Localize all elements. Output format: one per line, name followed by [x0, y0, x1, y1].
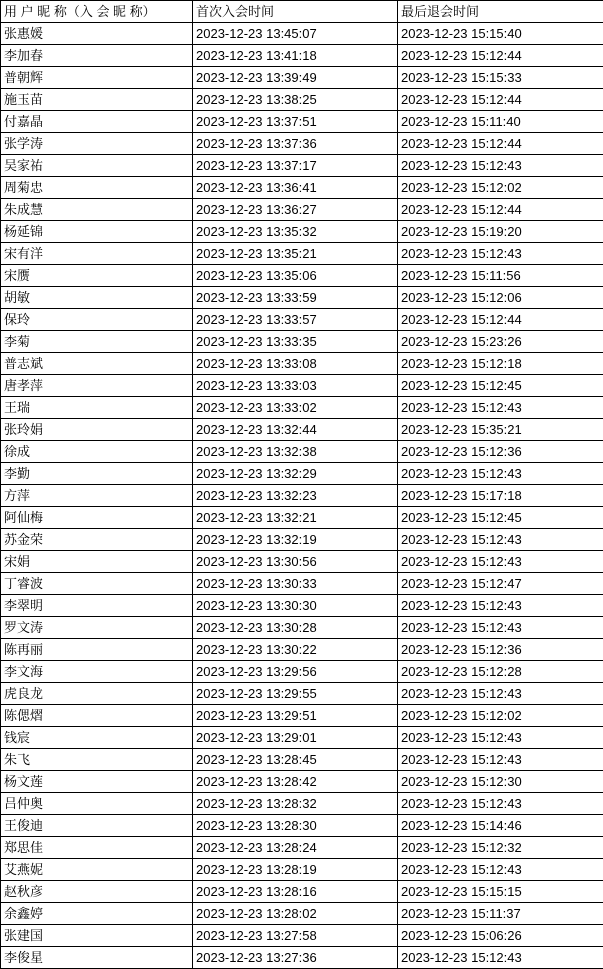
- cell-nickname: 付嘉晶: [1, 111, 193, 133]
- cell-last-leave-time: 2023-12-23 15:12:43: [398, 947, 603, 969]
- cell-nickname: 保玲: [1, 309, 193, 331]
- cell-nickname: 张惠媛: [1, 23, 193, 45]
- cell-nickname: 钱宸: [1, 727, 193, 749]
- table-row: [1, 815, 603, 837]
- table-row: [1, 705, 603, 727]
- cell-last-leave-time: 2023-12-23 15:23:26: [398, 331, 603, 353]
- cell-first-join-time: 2023-12-23 13:37:51: [193, 111, 398, 133]
- table-row: [1, 133, 603, 155]
- cell-last-leave-time: 2023-12-23 15:12:02: [398, 705, 603, 727]
- table-row: [1, 265, 603, 287]
- cell-last-leave-time: 2023-12-23 15:12:44: [398, 309, 603, 331]
- cell-last-leave-time: 2023-12-23 15:12:44: [398, 133, 603, 155]
- cell-first-join-time: 2023-12-23 13:37:36: [193, 133, 398, 155]
- table-row: [1, 661, 603, 683]
- cell-last-leave-time: 2023-12-23 15:11:56: [398, 265, 603, 287]
- cell-last-leave-time: 2023-12-23 15:12:43: [398, 155, 603, 177]
- cell-nickname: 陈再丽: [1, 639, 193, 661]
- table-row: [1, 485, 603, 507]
- cell-first-join-time: 2023-12-23 13:30:33: [193, 573, 398, 595]
- cell-last-leave-time: 2023-12-23 15:11:37: [398, 903, 603, 925]
- cell-first-join-time: 2023-12-23 13:28:45: [193, 749, 398, 771]
- table-row: [1, 639, 603, 661]
- cell-first-join-time: 2023-12-23 13:28:32: [193, 793, 398, 815]
- cell-nickname: 普志斌: [1, 353, 193, 375]
- cell-first-join-time: 2023-12-23 13:32:44: [193, 419, 398, 441]
- cell-first-join-time: 2023-12-23 13:32:29: [193, 463, 398, 485]
- table-header: [1, 1, 603, 23]
- cell-last-leave-time: 2023-12-23 15:15:40: [398, 23, 603, 45]
- table-row: [1, 419, 603, 441]
- table-row: [1, 331, 603, 353]
- cell-last-leave-time: 2023-12-23 15:12:43: [398, 551, 603, 573]
- cell-nickname: 郑思佳: [1, 837, 193, 859]
- cell-first-join-time: 2023-12-23 13:28:30: [193, 815, 398, 837]
- cell-first-join-time: 2023-12-23 13:29:51: [193, 705, 398, 727]
- cell-nickname: 宋娟: [1, 551, 193, 573]
- table-row: [1, 771, 603, 793]
- cell-last-leave-time: 2023-12-23 15:12:43: [398, 463, 603, 485]
- cell-first-join-time: 2023-12-23 13:36:27: [193, 199, 398, 221]
- table-row: [1, 111, 603, 133]
- cell-first-join-time: 2023-12-23 13:28:19: [193, 859, 398, 881]
- table-row: [1, 441, 603, 463]
- cell-nickname: 王瑞: [1, 397, 193, 419]
- cell-first-join-time: 2023-12-23 13:33:59: [193, 287, 398, 309]
- table-row: [1, 221, 603, 243]
- cell-last-leave-time: 2023-12-23 15:12:45: [398, 375, 603, 397]
- cell-first-join-time: 2023-12-23 13:32:23: [193, 485, 398, 507]
- cell-last-leave-time: 2023-12-23 15:12:43: [398, 749, 603, 771]
- cell-first-join-time: 2023-12-23 13:29:55: [193, 683, 398, 705]
- cell-last-leave-time: 2023-12-23 15:12:02: [398, 177, 603, 199]
- table-row: [1, 309, 603, 331]
- table-row: [1, 507, 603, 529]
- cell-nickname: 唐孝萍: [1, 375, 193, 397]
- cell-first-join-time: 2023-12-23 13:33:57: [193, 309, 398, 331]
- table-row: [1, 947, 603, 969]
- table-row: [1, 859, 603, 881]
- cell-last-leave-time: 2023-12-23 15:12:43: [398, 595, 603, 617]
- cell-last-leave-time: 2023-12-23 15:12:36: [398, 441, 603, 463]
- cell-last-leave-time: 2023-12-23 15:12:44: [398, 45, 603, 67]
- cell-nickname: 施玉苗: [1, 89, 193, 111]
- cell-last-leave-time: 2023-12-23 15:12:18: [398, 353, 603, 375]
- cell-nickname: 普朝辉: [1, 67, 193, 89]
- table-row: [1, 45, 603, 67]
- cell-nickname: 李俊星: [1, 947, 193, 969]
- cell-last-leave-time: 2023-12-23 15:14:46: [398, 815, 603, 837]
- cell-last-leave-time: 2023-12-23 15:12:43: [398, 793, 603, 815]
- table-row: [1, 573, 603, 595]
- cell-nickname: 阿仙梅: [1, 507, 193, 529]
- table-row: [1, 595, 603, 617]
- table-row: [1, 529, 603, 551]
- cell-last-leave-time: 2023-12-23 15:15:33: [398, 67, 603, 89]
- cell-last-leave-time: 2023-12-23 15:12:44: [398, 89, 603, 111]
- cell-first-join-time: 2023-12-23 13:30:30: [193, 595, 398, 617]
- cell-last-leave-time: 2023-12-23 15:35:21: [398, 419, 603, 441]
- cell-last-leave-time: 2023-12-23 15:12:43: [398, 727, 603, 749]
- table-row: [1, 727, 603, 749]
- cell-first-join-time: 2023-12-23 13:29:01: [193, 727, 398, 749]
- cell-nickname: 张建国: [1, 925, 193, 947]
- cell-last-leave-time: 2023-12-23 15:12:30: [398, 771, 603, 793]
- cell-nickname: 杨文莲: [1, 771, 193, 793]
- cell-first-join-time: 2023-12-23 13:32:21: [193, 507, 398, 529]
- table-row: [1, 23, 603, 45]
- cell-last-leave-time: 2023-12-23 15:12:43: [398, 529, 603, 551]
- table-row: [1, 375, 603, 397]
- table-row: [1, 683, 603, 705]
- cell-nickname: 吴家祐: [1, 155, 193, 177]
- column-header-last-leave-time: 最后退会时间: [398, 1, 603, 23]
- cell-last-leave-time: 2023-12-23 15:12:06: [398, 287, 603, 309]
- cell-first-join-time: 2023-12-23 13:30:28: [193, 617, 398, 639]
- cell-nickname: 李文海: [1, 661, 193, 683]
- cell-nickname: 方萍: [1, 485, 193, 507]
- cell-nickname: 吕仲奥: [1, 793, 193, 815]
- cell-nickname: 张玲娟: [1, 419, 193, 441]
- column-header-first-join-time: 首次入会时间: [193, 1, 398, 23]
- cell-first-join-time: 2023-12-23 13:28:42: [193, 771, 398, 793]
- cell-nickname: 宋有洋: [1, 243, 193, 265]
- cell-nickname: 朱飞: [1, 749, 193, 771]
- cell-last-leave-time: 2023-12-23 15:12:47: [398, 573, 603, 595]
- cell-nickname: 丁睿波: [1, 573, 193, 595]
- cell-last-leave-time: 2023-12-23 15:15:15: [398, 881, 603, 903]
- cell-last-leave-time: 2023-12-23 15:12:32: [398, 837, 603, 859]
- table-row: [1, 155, 603, 177]
- cell-first-join-time: 2023-12-23 13:35:21: [193, 243, 398, 265]
- cell-last-leave-time: 2023-12-23 15:19:20: [398, 221, 603, 243]
- table-row: [1, 793, 603, 815]
- cell-last-leave-time: 2023-12-23 15:12:28: [398, 661, 603, 683]
- cell-first-join-time: 2023-12-23 13:33:35: [193, 331, 398, 353]
- table-row: [1, 551, 603, 573]
- cell-first-join-time: 2023-12-23 13:27:36: [193, 947, 398, 969]
- cell-first-join-time: 2023-12-23 13:36:41: [193, 177, 398, 199]
- table-row: [1, 397, 603, 419]
- cell-last-leave-time: 2023-12-23 15:12:45: [398, 507, 603, 529]
- cell-nickname: 李加春: [1, 45, 193, 67]
- cell-first-join-time: 2023-12-23 13:30:22: [193, 639, 398, 661]
- cell-first-join-time: 2023-12-23 13:38:25: [193, 89, 398, 111]
- cell-nickname: 余鑫婷: [1, 903, 193, 925]
- cell-nickname: 宋赝: [1, 265, 193, 287]
- cell-last-leave-time: 2023-12-23 15:12:43: [398, 243, 603, 265]
- cell-first-join-time: 2023-12-23 13:29:56: [193, 661, 398, 683]
- cell-nickname: 徐成: [1, 441, 193, 463]
- cell-first-join-time: 2023-12-23 13:45:07: [193, 23, 398, 45]
- table-row: [1, 199, 603, 221]
- cell-first-join-time: 2023-12-23 13:37:17: [193, 155, 398, 177]
- cell-first-join-time: 2023-12-23 13:32:19: [193, 529, 398, 551]
- table-row: [1, 287, 603, 309]
- cell-nickname: 艾燕妮: [1, 859, 193, 881]
- cell-last-leave-time: 2023-12-23 15:11:40: [398, 111, 603, 133]
- table-row: [1, 353, 603, 375]
- cell-last-leave-time: 2023-12-23 15:12:44: [398, 199, 603, 221]
- table-row: [1, 903, 603, 925]
- table-row: [1, 617, 603, 639]
- table-row: [1, 463, 603, 485]
- cell-first-join-time: 2023-12-23 13:27:58: [193, 925, 398, 947]
- cell-nickname: 苏金荣: [1, 529, 193, 551]
- table-header-row: [1, 1, 603, 23]
- cell-last-leave-time: 2023-12-23 15:12:43: [398, 397, 603, 419]
- cell-nickname: 杨延锦: [1, 221, 193, 243]
- table-row: [1, 243, 603, 265]
- cell-first-join-time: 2023-12-23 13:32:38: [193, 441, 398, 463]
- table-row: [1, 67, 603, 89]
- cell-first-join-time: 2023-12-23 13:28:02: [193, 903, 398, 925]
- cell-nickname: 李勤: [1, 463, 193, 485]
- cell-first-join-time: 2023-12-23 13:35:32: [193, 221, 398, 243]
- cell-nickname: 李菊: [1, 331, 193, 353]
- cell-nickname: 朱成慧: [1, 199, 193, 221]
- cell-first-join-time: 2023-12-23 13:41:18: [193, 45, 398, 67]
- cell-last-leave-time: 2023-12-23 15:12:43: [398, 617, 603, 639]
- cell-nickname: 赵秋彦: [1, 881, 193, 903]
- cell-nickname: 李翠明: [1, 595, 193, 617]
- table-body: [1, 23, 603, 969]
- table-row: [1, 89, 603, 111]
- cell-nickname: 虎良龙: [1, 683, 193, 705]
- table-row: [1, 837, 603, 859]
- table-row: [1, 177, 603, 199]
- cell-first-join-time: 2023-12-23 13:28:24: [193, 837, 398, 859]
- cell-last-leave-time: 2023-12-23 15:12:36: [398, 639, 603, 661]
- cell-last-leave-time: 2023-12-23 15:06:26: [398, 925, 603, 947]
- cell-first-join-time: 2023-12-23 13:33:08: [193, 353, 398, 375]
- cell-first-join-time: 2023-12-23 13:39:49: [193, 67, 398, 89]
- cell-last-leave-time: 2023-12-23 15:12:43: [398, 683, 603, 705]
- cell-last-leave-time: 2023-12-23 15:17:18: [398, 485, 603, 507]
- cell-first-join-time: 2023-12-23 13:28:16: [193, 881, 398, 903]
- cell-nickname: 张学涛: [1, 133, 193, 155]
- table-row: [1, 881, 603, 903]
- cell-nickname: 周菊忠: [1, 177, 193, 199]
- cell-first-join-time: 2023-12-23 13:35:06: [193, 265, 398, 287]
- cell-nickname: 王俊迪: [1, 815, 193, 837]
- cell-nickname: 胡敏: [1, 287, 193, 309]
- cell-nickname: 罗文涛: [1, 617, 193, 639]
- column-header-nickname: 用 户 昵 称（入 会 昵 称）: [1, 1, 193, 23]
- cell-nickname: 陈偲熠: [1, 705, 193, 727]
- cell-first-join-time: 2023-12-23 13:33:02: [193, 397, 398, 419]
- cell-first-join-time: 2023-12-23 13:33:03: [193, 375, 398, 397]
- cell-last-leave-time: 2023-12-23 15:12:43: [398, 859, 603, 881]
- table-row: [1, 749, 603, 771]
- cell-first-join-time: 2023-12-23 13:30:56: [193, 551, 398, 573]
